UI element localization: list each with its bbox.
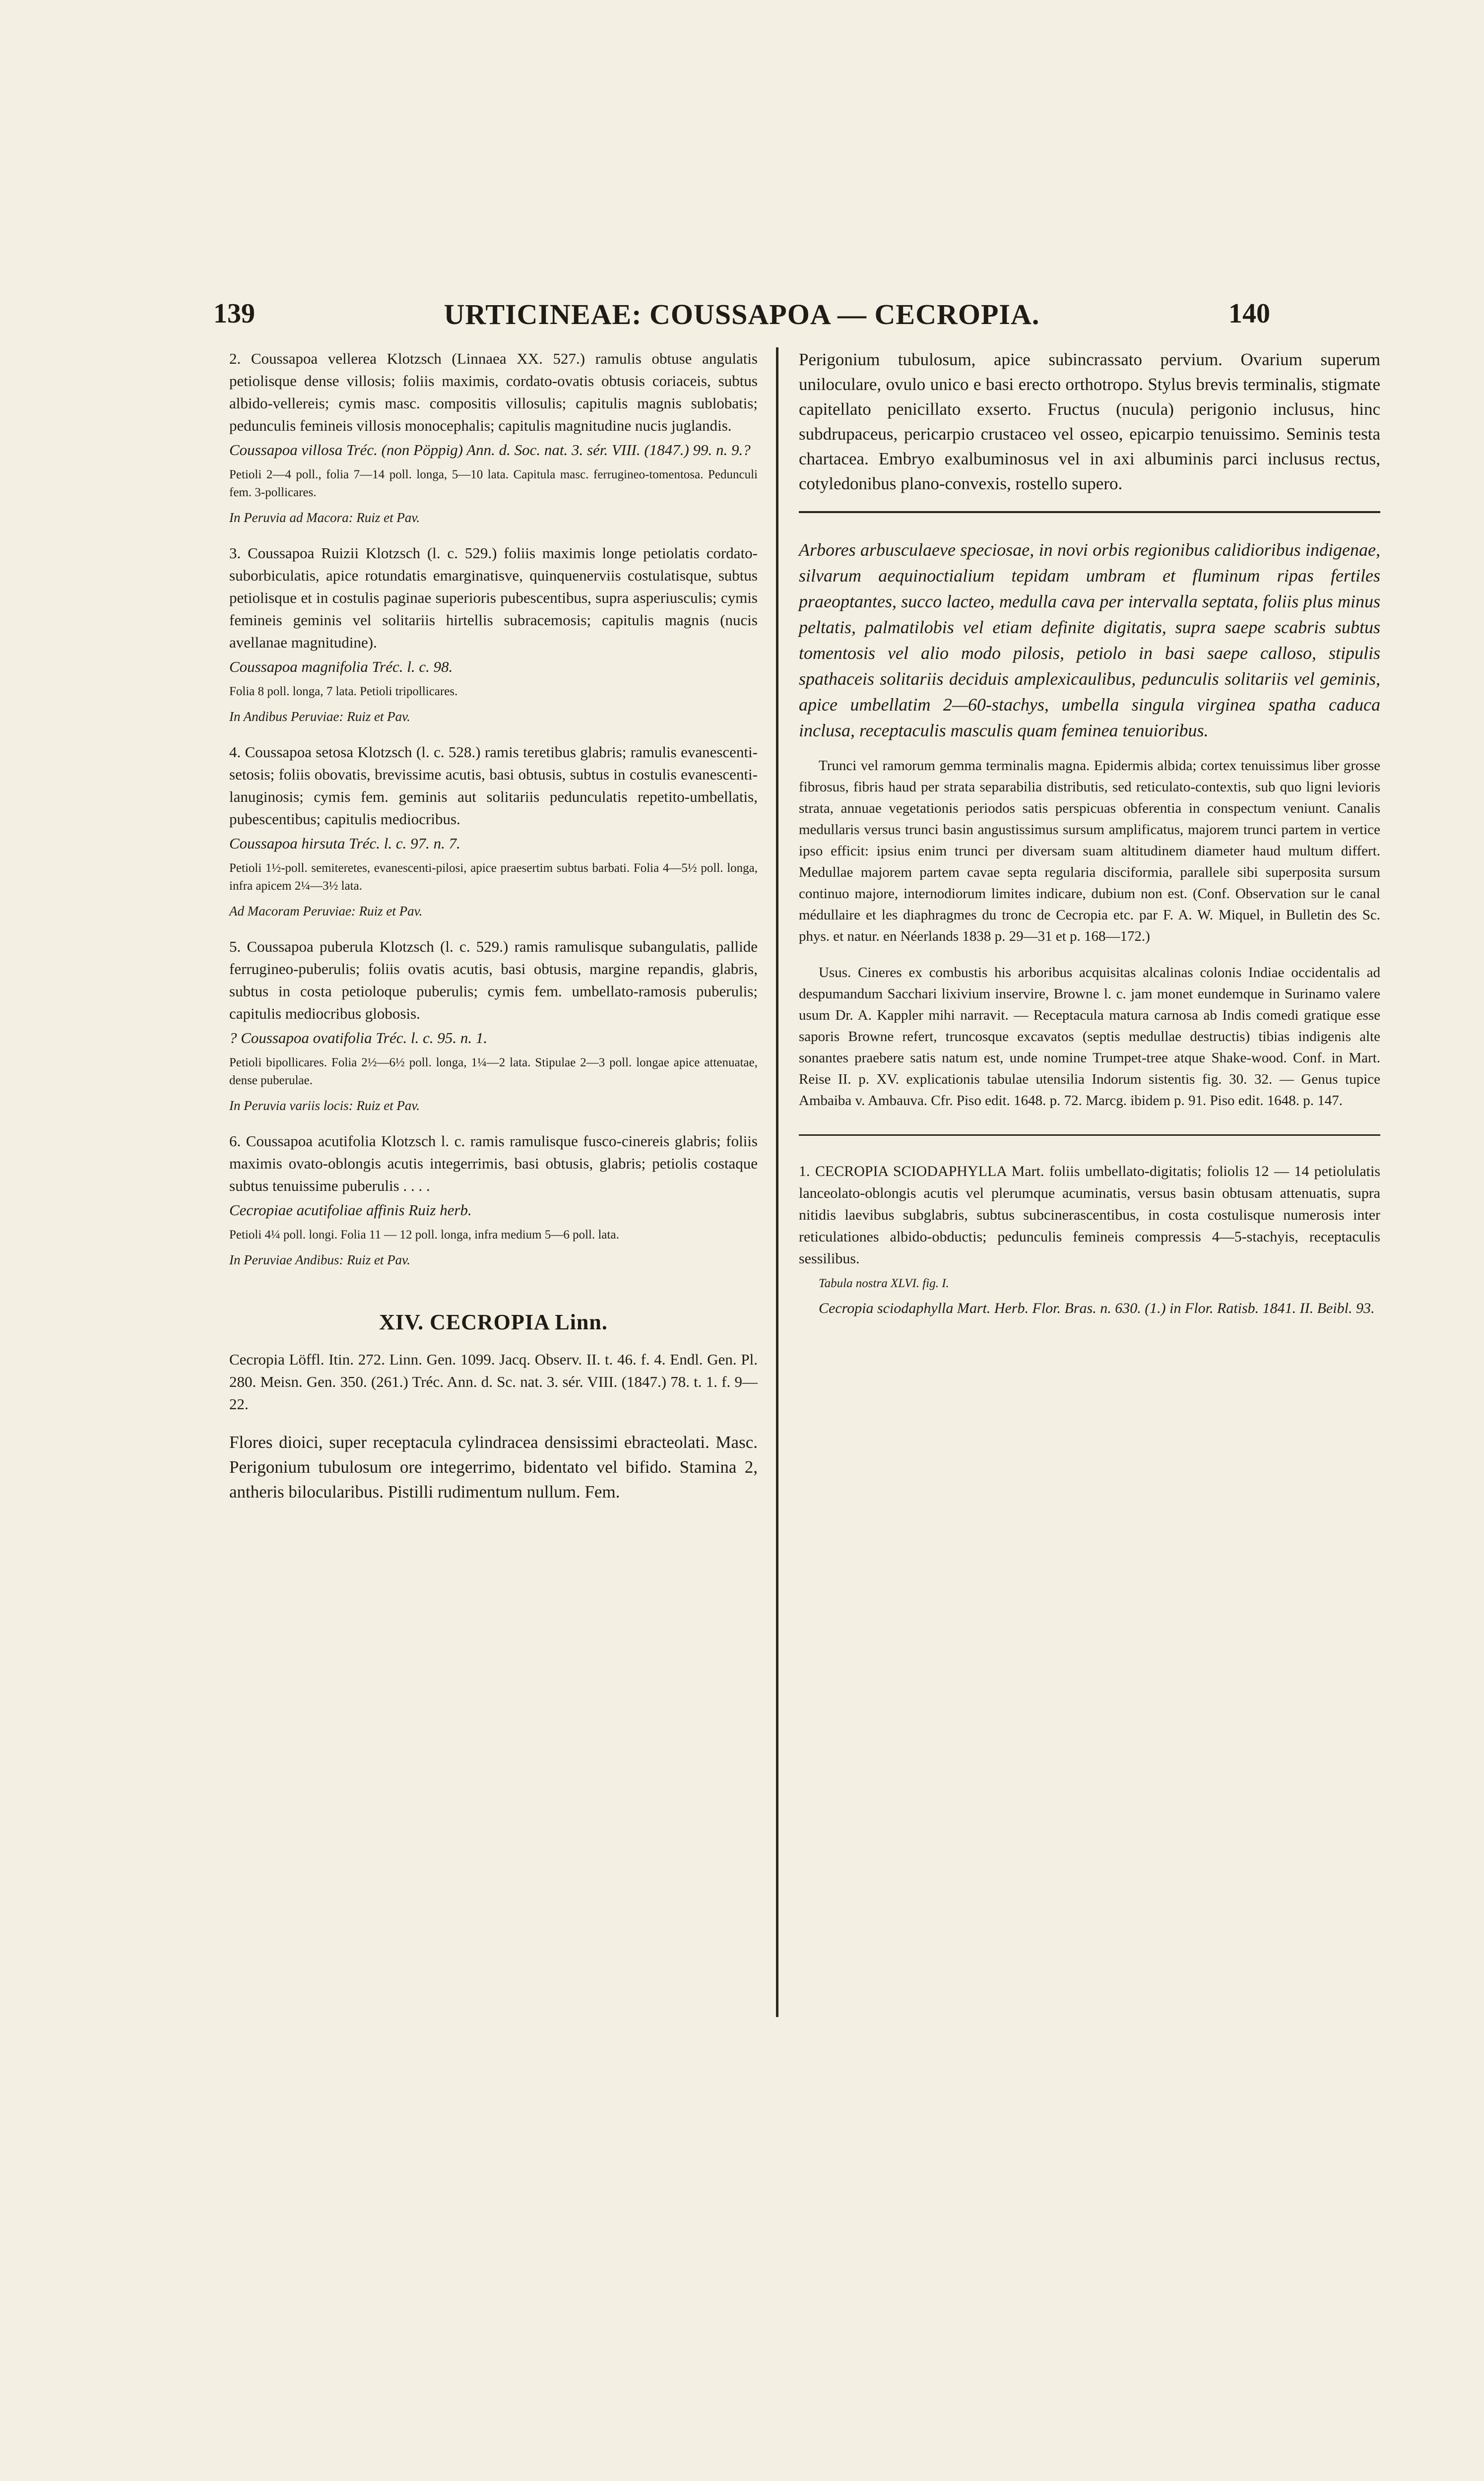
species-description: 4. Coussapoa setosa Klotzsch (l. c. 528.) ramis teretibus glabris; ramulis evanescenti-setosis; foliis obovatis, brevissime acutis, basi obtusis, subtus in costulis evanescenti-lanuginosis; cymis fem. geminis aut solitariis pedunculatis repetito-umbellatis, pubescentibus; capitulis mediocribus. [229,743,758,828]
species-synonym: Coussapoa villosa Tréc. (non Pöppig) Ann. d. Soc. nat. 3. sér. VIII. (1847.) 99. n. 9.? [229,441,751,458]
species-locality: In Peruvia variis locis: Ruiz et Pav. [229,1098,420,1113]
species-synonym: Cecropia sciodaphylla Mart. Herb. Flor. Bras. n. 630. (1.) in Flor. Ratisb. 1841. II. Beibl. 93. [819,1300,1375,1316]
species-description: 1. CECROPIA SCIODAPHYLLA Mart. foliis umbellato-digitatis; foliolis 12 — 14 petiolulatis lanceolato-oblongis acutis vel plerumque acuminatis, versus basin obtusam attenuatis, supra nitidis laevibus subglabris, subtus subcinerascentibus, in costa costulisque numerosis inter reticulationes albido-obductis; pedunculis femineis compressis 4—5-stachyis, receptaculis sessilibus. [799,1163,1380,1267]
species-entry [799,1161,1380,1319]
genus-references: Cecropia Löffl. Itin. 272. Linn. Gen. 1099. Jacq. Observ. II. t. 46. f. 4. Endl. Gen. Pl. 280. Meisn. Gen. 350. (261.) Tréc. Ann. d. Sc. nat. 3. sér. VIII. (1847.) 78. t. 1. f. 9—22. [229,1351,758,1413]
species-description: 3. Coussapoa Ruizii Klotzsch (l. c. 529.) foliis maximis longe petiolatis cordato-suborbiculatis, apice rotundatis emarginatisve, quinquenerviis costulatisque, subtus petiolisque et in costulis paginae superioris pubescentibus, supra asperiusculis; cymis femineis geminis vel solitariis hirtellis subracemosis; capitulis magnis (nucis avellanae magnitudine). [229,544,758,651]
species-locality: Ad Macoram Peruviae: Ruiz et Pav. [229,904,423,918]
species-locality: In Peruvia ad Macora: Ruiz et Pav. [229,510,420,525]
genus-heading: XIV. CECROPIA Linn. [379,1310,608,1334]
species-measurements: Petioli 4¼ poll. longi. Folia 11 — 12 poll. longa, infra medium 5—6 poll. lata. [229,1228,619,1241]
species-measurements: Petioli bipollicares. Folia 2½—6½ poll. longa, 1¼—2 lata. Stipulae 2—3 poll. longae apice attenuatae, dense puberulae. [229,1056,758,1087]
species-synonym: Coussapoa magnifolia Tréc. l. c. 98. [229,658,453,675]
section-rule [799,511,1380,513]
species-measurements: Petioli 1½-poll. semiteretes, evanescenti-pilosi, apice praesertim subtus barbati. Folia 4—5½ poll. longa, infra apicem 2¼—3½ lata. [229,861,758,893]
species-entry [229,741,758,922]
trunk-notes: Trunci vel ramorum gemma terminalis magna. Epidermis albida; cortex tenuissimus liber grosse fibrosus, fibris haud per strata separabilia distributis, sed reticulato-contextis, sub quo ligni levioris strata, annuae vegetationis periodos satis perspicuas obferentia in conspectum veniunt. Canalis medullaris versus trunci basin angustissimus sursum amplificatus, majorem trunci partem in vertice ipso efficit: ipsius enim trunci per diversam suam altitudinem diameter haud multum differt. Medullae majorem partem cavae septa regularia disciformia, parallele sibi superposita sursum continuo majore, internodiorum limites indicare, dubium non est. (Conf. Observation sur le canal médullaire et les diaphragmes du tronc de Cecropia etc. par F. A. W. Miquel, in Bulletin des Sc. phys. et natur. en Néerlands 1838 p. 29—31 et p. 168—172.) [799,758,1380,944]
left-page-number: 139 [213,298,255,329]
genus-description-continued: Perigonium tubulosum, apice subincrassato pervium. Ovarium superum uniloculare, ovulo unico e basi erecto orthotropo. Stylus brevis terminalis, stigmate capitellato penicillato exserto. Fructus (nucula) perigonio inclusus, hinc subdrupaceus, pericarpio crustaceo vel osseo, epicarpio tenuissimo. Seminis testa chartacea. Embryo exalbuminosus vel in axi albuminis parci inclusus rectus, cotyledonibus plano-convexis, rostello supero. [799,350,1380,493]
usus-notes: Usus. Cineres ex combustis his arboribus acquisitas alcalinas colonis Indiae occidentalis ad despumandum Sacchari lixivium inservire, Browne l. c. jam monet eundemque in Surinamo valere usum Dr. A. Kappler mihi narravit. — Receptacula matura carnosa ab Indis comedi gratique esse saporis Browne refert, truncosque excavatos (septis medullae destructis) tibias indigenis alte sonantes praebere satis natum est, unde nomine Trumpet-tree atque Shake-wood. Conf. in Mart. Reise II. p. XV. explicationis tabulae utensilia Indorum sistentis fig. 30. 32. — Genus tupice Ambaiba v. Ambauva. Cfr. Piso edit. 1648. p. 72. Marcg. ibidem p. 91. Piso edit. 1648. p. 147. [799,965,1380,1109]
species-synonym: ? Coussapoa ovatifolia Tréc. l. c. 95. n. 1. [229,1029,488,1046]
species-description: 5. Coussapoa puberula Klotzsch (l. c. 529.) ramis ramulisque subangulatis, pallide ferrugineo-puberulis; foliis ovatis acutis, basi obtusis, margine repandis, glabris, subtus in costa petioloque puberulis; cymis fem. umbellato-ramosis puberulis; capitulis mediocribus globosis. [229,938,758,1022]
plate-reference: Tabula nostra XLVI. fig. I. [819,1277,949,1290]
species-description: 2. Coussapoa vellerea Klotzsch (Linnaea XX. 527.) ramulis obtuse angulatis petiolisque dense villosis; foliis maximis, cordato-ovatis obtusis coriaceis, subtus albido-vellereis; cymis masc. compositis villosulis; capitulis magnis sublobatis; pedunculis femineis villosis monocephalis; capitulis magnitudine nucis juglandis. [229,350,758,434]
species-entry [229,1130,758,1271]
species-entry [229,935,758,1117]
species-entry [229,542,758,728]
species-entry [229,347,758,529]
species-description: 6. Coussapoa acutifolia Klotzsch l. c. ramis ramulisque fusco-cinereis glabris; foliis maximis ovato-oblongis acutis integerrimis, basi obtusis, glabris; petiolis costaque subtus tenuissime puberulis . . . . [229,1132,758,1194]
running-head [213,298,1270,337]
running-title: URTICINEAE: COUSSAPOA — CECROPIA. [444,298,1040,330]
species-measurements: Folia 8 poll. longa, 7 lata. Petioli tripollicares. [229,685,458,698]
species-locality: In Peruviae Andibus: Ruiz et Pav. [229,1252,410,1267]
genus-description: Flores dioici, super receptacula cylindracea densissimi ebracteolati. Masc. Perigonium tubulosum ore integerrimo, bidentato vel bifido. Stamina 2, antheris bilocularibus. Pistilli rudimentum nullum. Fem. [229,1433,758,1502]
right-page-number: 140 [1228,298,1270,329]
species-synonym: Cecropiae acutifoliae affinis Ruiz herb. [229,1201,472,1219]
species-measurements: Petioli 2—4 poll., folia 7—14 poll. longa, 5—10 lata. Capitula masc. ferrugineo-tomentosa. Pedunculi fem. 3-pollicares. [229,468,758,499]
genus-habit: Arbores arbusculaeve speciosae, in novi orbis regionibus calidioribus indigenae, silvarum aequinoctialium tepidam umbram et fluminum ripas fertiles praeoptantes, succo lacteo, medulla cava per intervalla septata, foliis plus minus peltatis, palmatilobis vel etiam definite digitatis, supra saepe scabris subtus tomentosis vel alio modo pilosis, petiolo in basi saepe calloso, stipulis spathaceis solitariis deciduis amplexicaulibus, pedunculis solitariis vel geminis, apice umbellatim 2—60-stachys, umbella singula virginea spatha caduca inclusa, receptaculis masculis quam feminea tenuioribus. [799,540,1380,740]
left-column [229,347,758,1504]
column-divider [776,347,778,2017]
species-locality: In Andibus Peruviae: Ruiz et Pav. [229,709,410,724]
right-column [799,347,1380,1319]
species-synonym: Coussapoa hirsuta Tréc. l. c. 97. n. 7. [229,835,460,852]
section-rule [799,1134,1380,1136]
